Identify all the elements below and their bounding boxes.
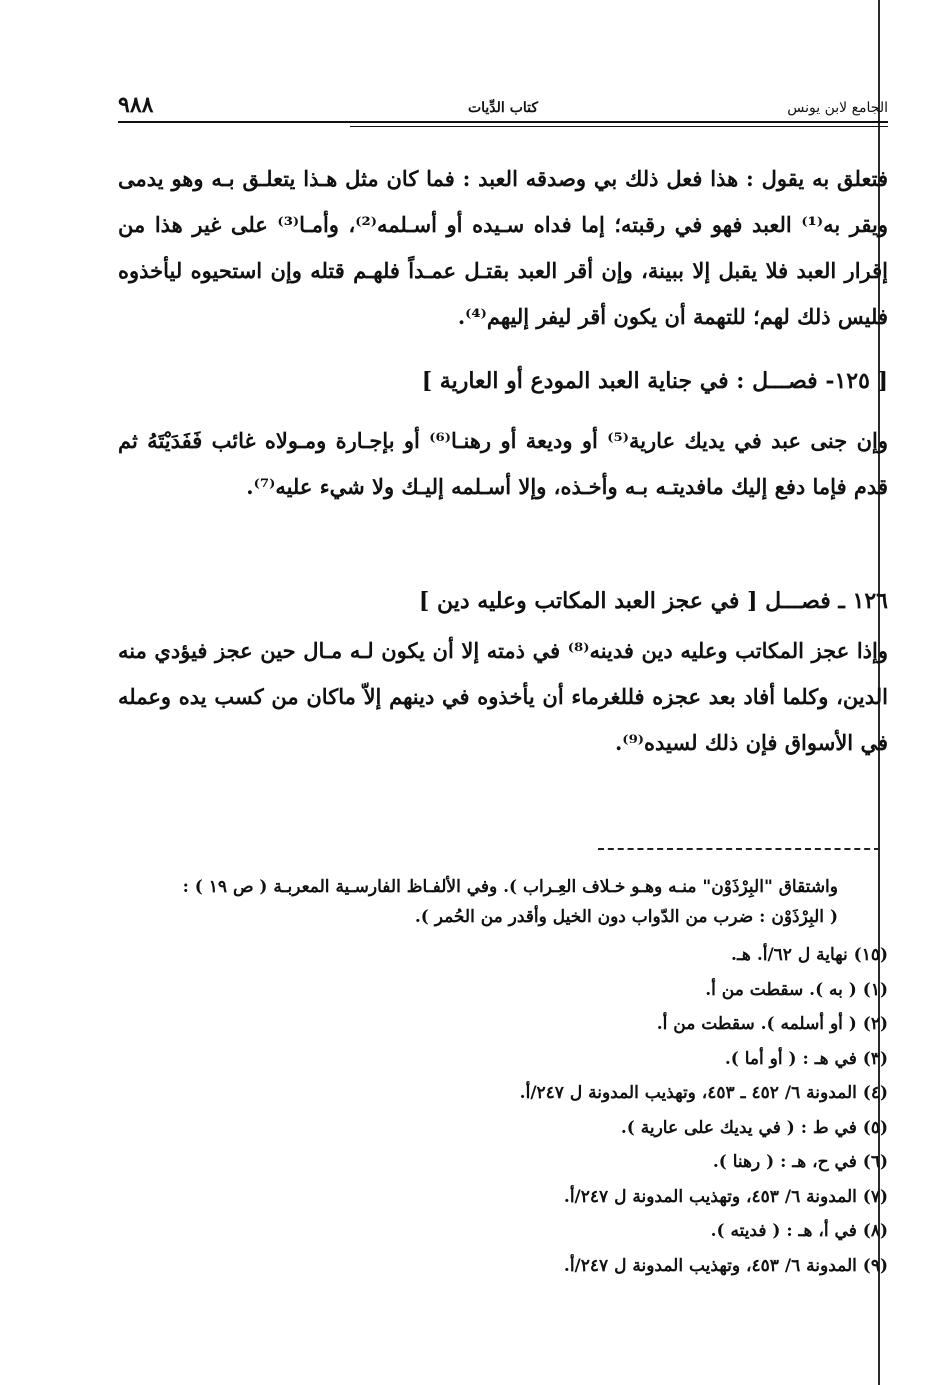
footnote-item: (٨) في أ، هـ : ( فديته ). <box>710 1221 888 1241</box>
footnote-item: (١) ( به ). سقطت من أ. <box>705 979 888 1000</box>
chapter-title: كتاب الدِّيات <box>467 100 539 116</box>
footnote-item: (٥) في ط : ( في يديك على عارية ). <box>620 1117 888 1138</box>
section-heading-125: [ ١٢٥- فصـــل : في جناية العبد المودع أو العارية ] <box>421 368 888 394</box>
section-125-text <box>118 418 888 510</box>
page-number: ٩٨٨ <box>118 92 154 118</box>
header-rule <box>118 121 888 123</box>
footnote-item: (٢) ( أو أسلمه ). سقطت من أ. <box>656 1014 888 1034</box>
paragraph: فتعلق به يقول : هذا فعل ذلك بي وصدقه العبد : فما كان مثل هـذا يتعلـق بـه وهو يدمى ويقر به⁽¹⁾ العبد فهو في رقبته؛ إما فداه سـيده أو أسـلمه⁽²⁾، وأمـا⁽³⁾ على غير هذا من إقرار العبد فلا يقبل إلا ببينة، وإن أقر العبد بقتـل عمـداً فلهـم قتله وإن استحيوه ليأخذوه فليس ذلك لهم؛ للتهمة أن يكون أقر ليفر إليهم⁽⁴⁾. <box>118 166 888 329</box>
opening-paragraph <box>118 156 888 340</box>
footnote-item: (٩) المدونة ٦/ ٤٥٣، وتهذيب المدونة ل ٢٤٧/أ. <box>563 1255 888 1276</box>
footnotes <box>118 872 888 1283</box>
paragraph: وإذا عجز المكاتب وعليه دين فدينه⁽⁸⁾ في ذمته إلا أن يكون لـه مـال حين عجز فيؤدي منه الدين، وكلما أفاد بعد عجزه فللغرماء أن يأخذوه في دينهم إلاّ ماكان من كسب يده وعمله في الأسواق فإن ذلك لسيده⁽⁹⁾. <box>118 638 888 755</box>
footnote-carry-line: ( البِرْذَوْن : ضرب من الدّواب دون الخيل وأقدر من الحُمر ). <box>414 907 838 927</box>
section-126-text <box>118 628 888 766</box>
running-header <box>118 92 888 120</box>
footnote-carry-line: واشتقاق "البِرْذَوْن" منـه وهـو خـلاف العِـراب ). وفي الألفـاظ الفارسـية المعربـة ( ص ١٩ ) : <box>182 877 838 897</box>
footnote-list <box>118 938 888 1283</box>
footnote-item: (٤) المدونة ٦/ ٤٥٢ ـ ٤٥٣، وتهذيب المدونة ل ٢٤٧/أ. <box>519 1083 888 1103</box>
footnote-item: (١٥) نهاية ل ٦٢/أ. هـ. <box>731 945 888 965</box>
paragraph: وإن جنى عبد في يديك عارية⁽⁵⁾ أو وديعة أو رهنـا⁽⁶⁾ أو بإجـارة ومـولاه غائب فَفَدَيْتَهُ ثم قدم فإما دفع إليك مافديتـه بـه وأخـذه، وإلا أسـلمه إليـك ولا شيء عليه⁽⁷⁾. <box>118 428 889 499</box>
section-heading-126: ١٢٦ ـ فصـــل [ في عجز العبد المكاتب وعليه دين ] <box>418 588 888 614</box>
footnote-separator <box>598 848 880 850</box>
footnote-item: (٦) في ح، هـ : ( رهنا ). <box>712 1152 888 1172</box>
footnote-item: (٧) المدونة ٦/ ٤٥٣، وتهذيب المدونة ل ٢٤٧/أ. <box>563 1186 888 1207</box>
footnote-item: (٣) في هـ : ( أو أما ). <box>724 1048 888 1069</box>
book-title: الجامع لابن يونس <box>787 100 888 116</box>
header-rule-secondary <box>350 126 888 127</box>
